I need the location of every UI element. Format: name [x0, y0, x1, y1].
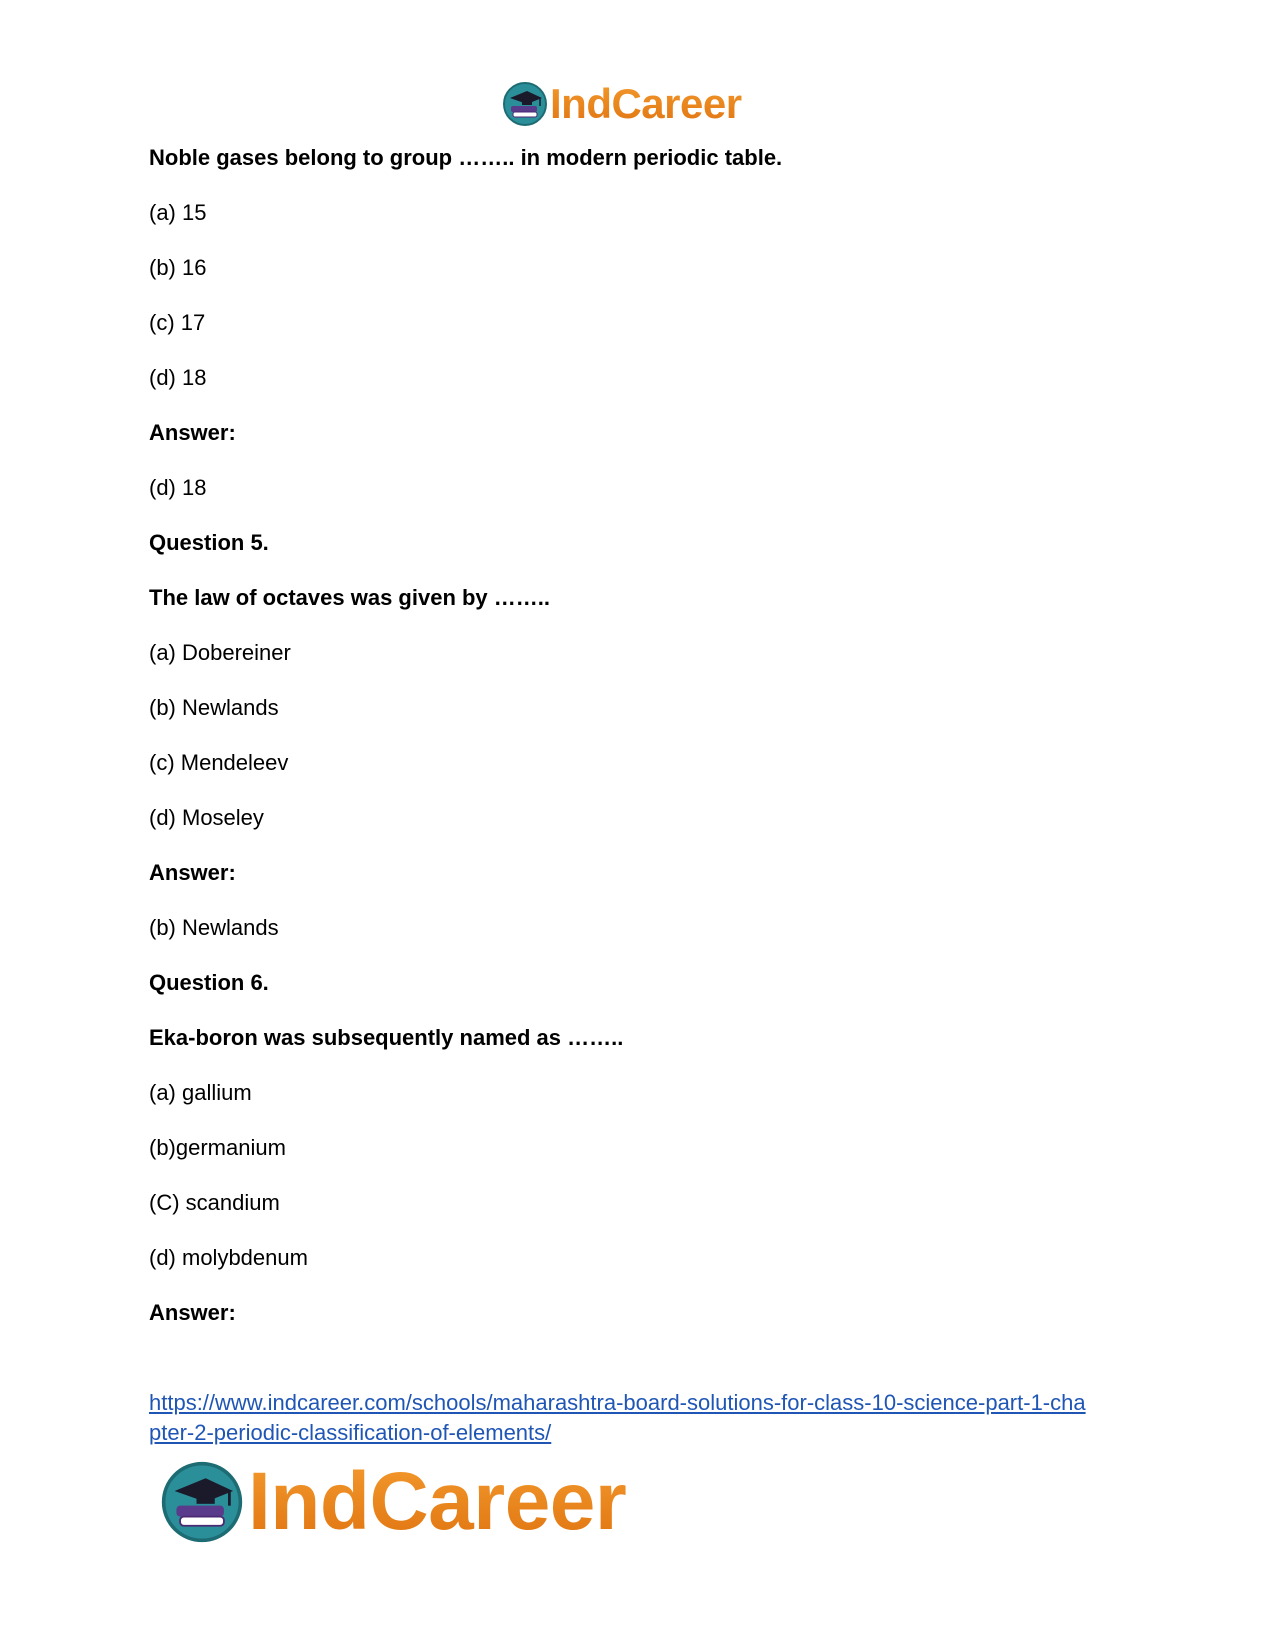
logo-text: IndCareer: [550, 80, 742, 127]
answer-label: Answer:: [149, 860, 236, 885]
option-line: (c) Mendeleev: [149, 750, 289, 775]
source-link[interactable]: [149, 1388, 1149, 1448]
question-number: Question 5.: [149, 530, 269, 555]
footer-logo: [160, 1457, 626, 1547]
option-line: (b) Newlands: [149, 915, 279, 940]
graduation-cap-books-icon: [160, 1460, 244, 1544]
graduation-cap-books-icon: [502, 81, 548, 127]
option-line: (a) 15: [149, 200, 207, 225]
document-body: [149, 145, 1149, 1355]
source-link-line-2[interactable]: pter-2-periodic-classification-of-elements/: [149, 1420, 552, 1445]
question-text: Noble gases belong to group …….. in modern periodic table.: [149, 145, 783, 170]
option-line: (b)germanium: [149, 1135, 286, 1160]
option-line: (d) Moseley: [149, 805, 264, 830]
option-line: (d) molybdenum: [149, 1245, 308, 1270]
option-line: (b) Newlands: [149, 695, 279, 720]
option-line: (d) 18: [149, 365, 207, 390]
answer-label: Answer:: [149, 1300, 236, 1325]
source-link-line-1[interactable]: https://www.indcareer.com/schools/maharashtra-board-solutions-for-class-10-science-part-1-cha: [149, 1390, 1086, 1415]
option-line: (b) 16: [149, 255, 207, 280]
header-logo: [502, 80, 742, 128]
option-line: (d) 18: [149, 475, 207, 500]
option-line: (c) 17: [149, 310, 206, 335]
option-line: (a) gallium: [149, 1080, 252, 1105]
option-line: (a) Dobereiner: [149, 640, 291, 665]
answer-label: Answer:: [149, 420, 236, 445]
question-number: Question 6.: [149, 970, 269, 995]
logo-text: IndCareer: [248, 1456, 627, 1547]
option-line: (C) scandium: [149, 1190, 280, 1215]
question-text: Eka-boron was subsequently named as ……..: [149, 1025, 624, 1050]
question-text: The law of octaves was given by ……..: [149, 585, 551, 610]
